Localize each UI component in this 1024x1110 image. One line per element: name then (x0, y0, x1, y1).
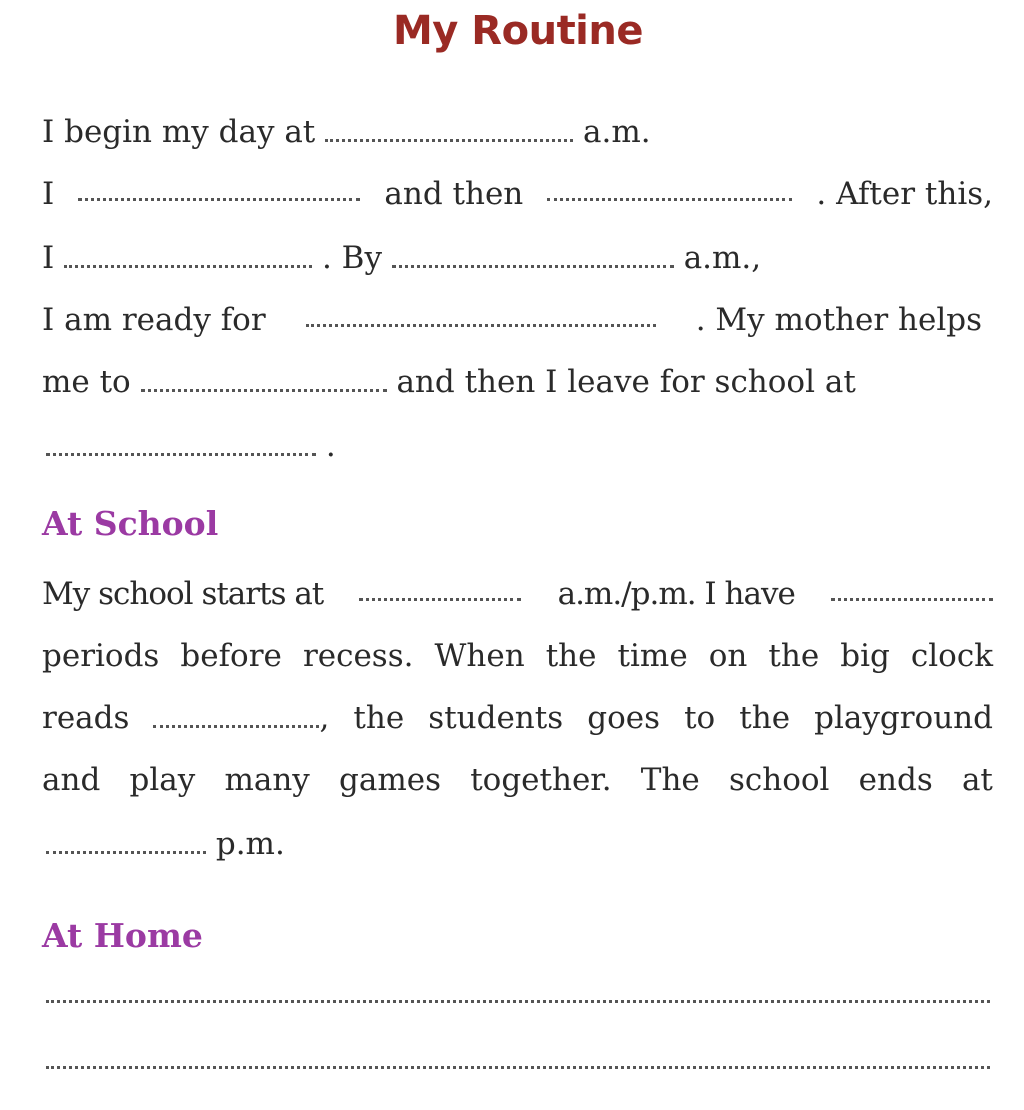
recess-time-blank[interactable] (153, 701, 319, 728)
second-activity-blank[interactable] (547, 174, 792, 201)
school-line-3: reads , the students goes to the playground (42, 700, 993, 736)
intro-line-6: . (46, 426, 336, 466)
ready-time-blank[interactable] (392, 241, 674, 268)
intro-line-4: I am ready for . My mother helps (42, 302, 982, 338)
school-end-blank[interactable] (46, 827, 206, 854)
leave-time-blank[interactable] (46, 429, 316, 456)
wake-time-blank[interactable] (325, 115, 573, 142)
intro-line-2: I and then . After this, (42, 176, 993, 212)
third-activity-blank[interactable] (64, 241, 312, 268)
home-blank-line-2[interactable] (46, 1066, 990, 1069)
at-home-heading: At Home (42, 916, 203, 955)
intro-line-1: I begin my day at a.m. (42, 114, 651, 150)
mother-helps-blank[interactable] (141, 365, 387, 392)
home-blank-line-1[interactable] (46, 1000, 990, 1003)
ready-for-blank[interactable] (306, 300, 656, 327)
school-line-4: and play many games together. The school ends at (42, 762, 993, 798)
school-line-2: periods before recess. When the time on the big clock (42, 638, 993, 674)
school-start-blank[interactable] (359, 574, 521, 601)
at-school-heading: At School (42, 504, 219, 543)
school-line-1: My school starts at a.m./p.m. I have (42, 574, 993, 614)
first-activity-blank[interactable] (78, 174, 360, 201)
page-title: My Routine (393, 8, 643, 54)
intro-line-3: I . By a.m., (42, 240, 762, 276)
school-line-5: p.m. (46, 824, 285, 864)
intro-line-5: me to and then I leave for school at (42, 364, 856, 400)
periods-count-blank[interactable] (831, 574, 993, 601)
